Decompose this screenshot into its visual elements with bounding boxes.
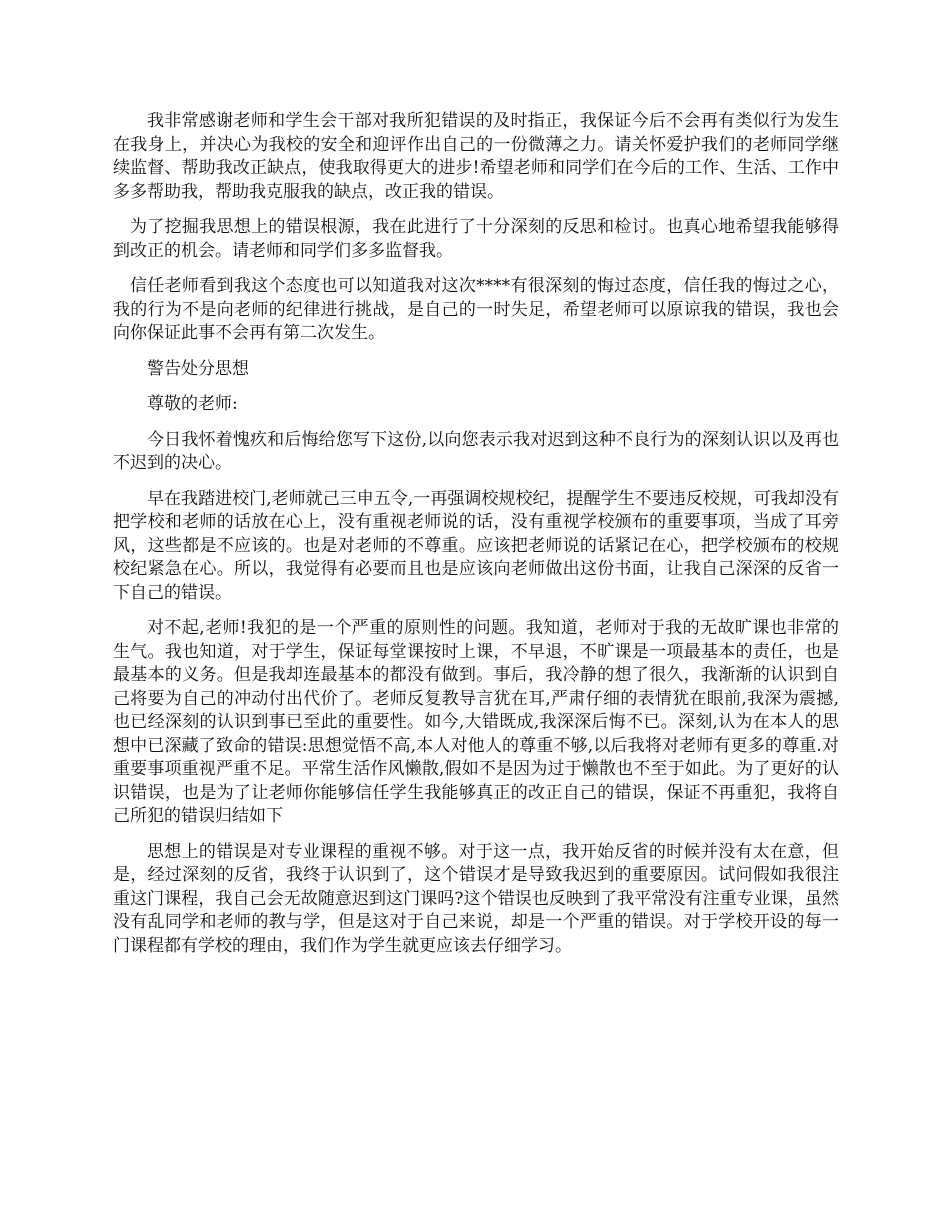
paragraph-body-mistake: 思想上的错误是对专业课程的重视不够。对于这一点，我开始反省的时候并没有太在意，但是，经过深刻的反省，我终于认识到了，这个错误才是导致我迟到的重要原因。试问假如我很注重这门课程，我自己会无故随意迟到这门课吗?这个错误也反映到了我平常没有注重专业课，虽然没有乱同学和老师的教与学，但是这对于自己来说，却是一个严重的错误。对于学校开设的每一门课程都有学校的理由，我们作为学生就更应该去仔细学习。: [113, 841, 839, 956]
paragraph-reflection: 为了挖掘我思想上的错误根源，我在此进行了十分深刻的反思和检讨。也真心地希望我能够得到改正的机会。请老师和同学们多多监督我。: [113, 217, 839, 261]
salutation: 尊敬的老师:: [147, 394, 238, 414]
paragraph-gratitude: 我非常感谢老师和学生会干部对我所犯错误的及时指正，我保证今后不会再有类似行为发生在我身上，并决心为我校的安全和迎评作出自己的一份微薄之力。请关怀爱护我们的老师同学继续监督、帮助我改正缺点，使我取得更大的进步!希望老师和同学们在今后的工作、生活、工作中多多帮助我，帮助我克服我的缺点，改正我的错误。: [113, 111, 839, 202]
paragraph-body-school-rules: 早在我踏进校门,老师就己三申五令,一再强调校规校纪，提醒学生不要违反校规，可我却没有把学校和老师的话放在心上，没有重视老师说的话，没有重视学校颁布的重要事项，当成了耳旁风，这些都是不应该的。也是对老师的不尊重。应该把老师说的话紧记在心，把学校颁布的校规校纪紧急在心。所以，我觉得有必要而且也是应该向老师做出这份书面，让我自己深深的反省一下自己的错误。: [113, 488, 839, 603]
paragraph-trust: 信任老师看到我这个态度也可以知道我对这次****有很深刻的悔过态度，信任我的悔过之心，我的行为不是向老师的纪律进行挑战，是自己的一时失足，希望老师可以原谅我的错误，我也会向你保证此事不会再有第二次发生。: [113, 276, 839, 343]
document-page: [113, 110, 839, 970]
section-title: 警告处分思想: [147, 358, 249, 379]
paragraph-body-apology: 对不起,老师!我犯的是一个严重的原则性的问题。我知道，老师对于我的无故旷课也非常的生气。我也知道，对于学生，保证每堂课按时上课，不早退，不旷课是一项最基本的责任，也是最基本的义务。但是我却连最基本的都没有做到。事后，我冷静的想了很久，我渐渐的认识到自己将要为自己的冲动付出代价了。老师反复教导言犹在耳,严肃仔细的表情犹在眼前,我深为震撼,也已经深刻的认识到事已至此的重要性。如今,大错既成,我深深后悔不已。深刻,认为在本人的思想中已深藏了致命的错误:思想觉悟不高,本人对他人的尊重不够,以后我将对老师有更多的尊重.对重要事项重视严重不足。平常生活作风懒散,假如不是因为过于懒散也不至于如此。为了更好的认识错误，也是为了让老师你能够信任学生我能够真正的改正自己的错误，保证不再重犯，我将自己所犯的错误归结如下: [113, 618, 839, 826]
paragraph-body-intro: 今日我怀着愧疚和后悔给您写下这份,以向您表示我对迟到这种不良行为的深刻认识以及再也不迟到的决心。: [113, 429, 839, 473]
